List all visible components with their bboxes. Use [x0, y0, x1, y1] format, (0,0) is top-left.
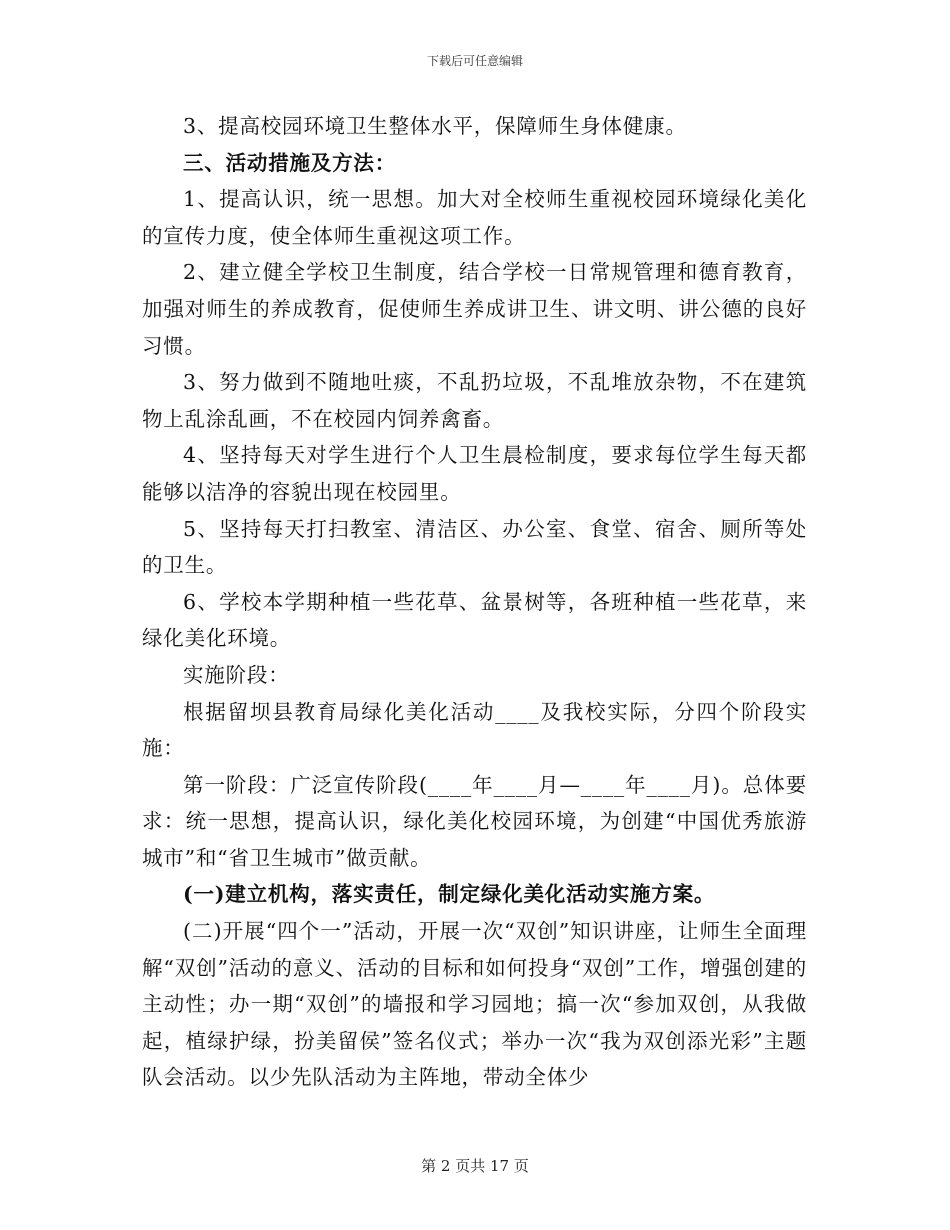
page-number: 第 2 页共 17 页 [421, 1157, 529, 1175]
paragraph-stage-one: 第一阶段：广泛宣传阶段(____年____月—____年____月)。总体要求：统一思想，提高认识，绿化美化校园环境，为创建“中国优秀旅游城市”和“省卫生城市”做贡献。 [142, 772, 807, 870]
section-heading-measures: 三、活动措施及方法： [183, 150, 396, 175]
page-header-note: 下载后可任意编辑 [426, 54, 523, 68]
paragraph-measure-6: 6、学校本学期种植一些花草、盆景树等，各班种植一些花草，来绿化美化环境。 [142, 589, 807, 651]
paragraph-goal-3: 3、提高校园环境卫生整体水平，保障师生身体健康。 [183, 114, 687, 138]
paragraph-measure-1: 1、提高认识，统一思想。加大对全校师生重视校园环境绿化美化的宣传力度，使全体师生重视这项工作。 [142, 187, 807, 248]
paragraph-stage-title: 实施阶段： [183, 662, 290, 687]
paragraph-measure-4: 4、坚持每天对学生进行个人卫生晨检制度，要求每位学生每天都能够以洁净的容貌出现在校园里。 [142, 443, 807, 504]
document-body [142, 108, 807, 1096]
paragraph-subitem-1: (一)建立机构，落实责任，制定绿化美化活动实施方案。 [183, 882, 716, 907]
paragraph-measure-2: 2、建立健全学校卫生制度，结合学校一日常规管理和德育教育，加强对师生的养成教育，促使师生养成讲卫生、讲文明、讲公德的良好习惯。 [142, 260, 807, 358]
paragraph-stage-intro: 根据留坝县教育局绿化美化活动____及我校实际，分四个阶段实施： [142, 699, 807, 761]
paragraph-measure-3: 3、努力做到不随地吐痰，不乱扔垃圾，不乱堆放杂物，不在建筑物上乱涂乱画，不在校园内饲养禽畜。 [142, 370, 807, 431]
paragraph-subitem-2: (二)开展“四个一”活动，开展一次“双创”知识讲座，让师生全面理解“双创”活动的意义、活动的目标和如何投身“双创”工作，增强创建的主动性；办一期“双创”的墙报和学习园地；搞一次“参加双创，从我做起，植绿护绿，扮美留侯”签名仪式；举办一次“我为双创添光彩”主题队会活动。以少先队活动为主阵地，带动全体少 [142, 919, 807, 1090]
paragraph-measure-5: 5、坚持每天打扫教室、清洁区、办公室、食堂、宿舍、厕所等处的卫生。 [142, 516, 807, 578]
